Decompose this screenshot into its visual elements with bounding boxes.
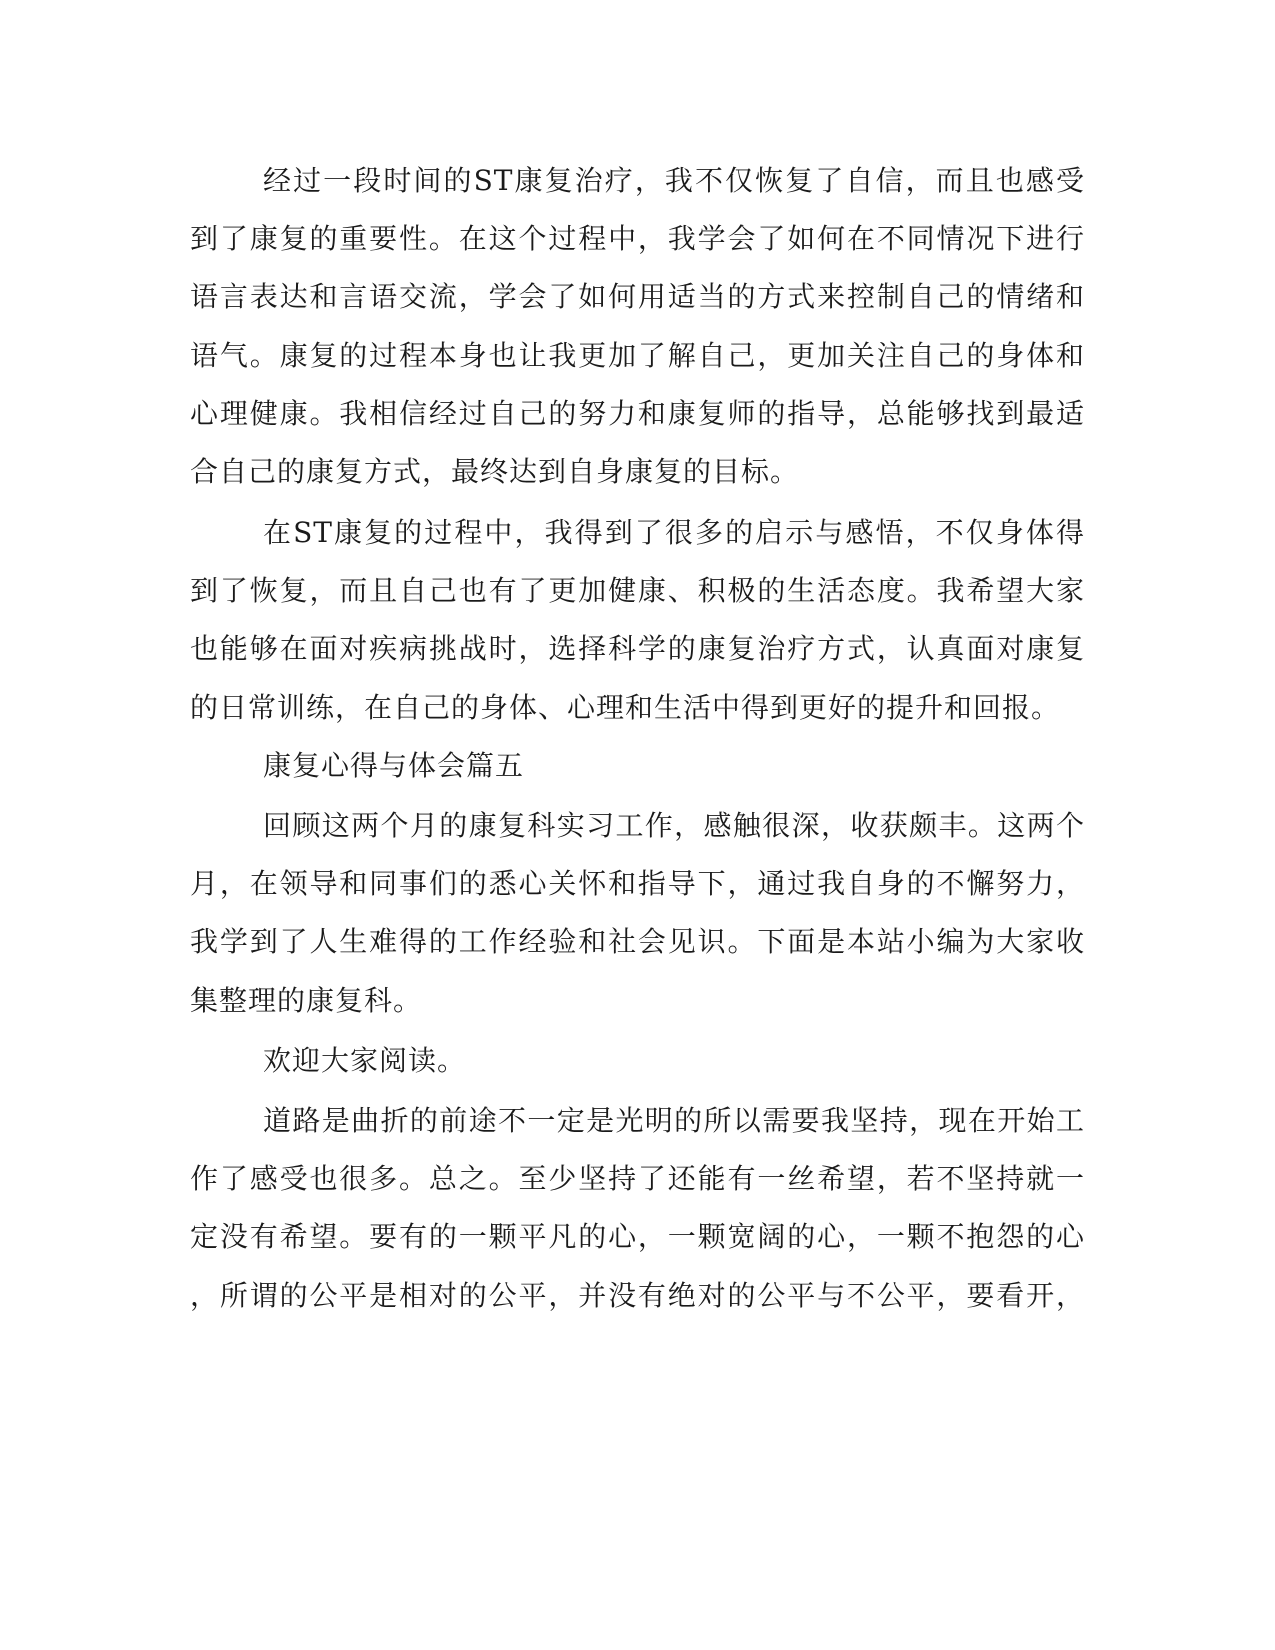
paragraph-2-line-1: 在ST康复的过程中，我得到了很多的启示与感悟，不仅身体得 bbox=[263, 516, 1085, 549]
paragraph-4-line-1: 欢迎大家阅读。 bbox=[263, 1044, 467, 1077]
paragraph-5-line-2: 作了感受也很多。总之。至少坚持了还能有一丝希望，若不坚持就一 bbox=[190, 1162, 1085, 1195]
paragraph-5-line-3: 定没有希望。要有的一颗平凡的心，一颗宽阔的心，一颗不抱怨的心 bbox=[190, 1220, 1085, 1253]
paragraph-2-line-2: 到了恢复，而且自己也有了更加健康、积极的生活态度。我希望大家 bbox=[190, 574, 1085, 607]
paragraph-3-line-4: 集整理的康复科。 bbox=[190, 984, 423, 1017]
paragraph-3-line-3: 我学到了人生难得的工作经验和社会见识。下面是本站小编为大家收 bbox=[190, 925, 1085, 958]
paragraph-1-line-5: 心理健康。我相信经过自己的努力和康复师的指导，总能够找到最适 bbox=[190, 397, 1085, 430]
paragraph-2-line-4: 的日常训练，在自己的身体、心理和生活中得到更好的提升和回报。 bbox=[190, 691, 1061, 724]
paragraph-3-line-2: 月，在领导和同事们的悉心关怀和指导下，通过我自身的不懈努力， bbox=[190, 867, 1085, 900]
paragraph-3-line-1: 回顾这两个月的康复科实习工作，感触很深，收获颇丰。这两个 bbox=[263, 809, 1085, 842]
paragraph-2-line-3: 也能够在面对疾病挑战时，选择科学的康复治疗方式，认真面对康复 bbox=[190, 632, 1085, 665]
section-heading: 康复心得与体会篇五 bbox=[263, 749, 525, 782]
paragraph-1-line-4: 语气。康复的过程本身也让我更加了解自己，更加关注自己的身体和 bbox=[190, 339, 1085, 372]
paragraph-5-line-1: 道路是曲折的前途不一定是光明的所以需要我坚持，现在开始工 bbox=[263, 1104, 1085, 1137]
paragraph-1-line-3: 语言表达和言语交流，学会了如何用适当的方式来控制自己的情绪和 bbox=[190, 280, 1085, 313]
paragraph-1-line-6: 合自己的康复方式，最终达到自身康复的目标。 bbox=[190, 455, 800, 488]
paragraph-1-line-2: 到了康复的重要性。在这个过程中，我学会了如何在不同情况下进行 bbox=[190, 222, 1085, 255]
paragraph-1-line-1: 经过一段时间的ST康复治疗，我不仅恢复了自信，而且也感受 bbox=[263, 164, 1085, 197]
paragraph-5-line-4: ，所谓的公平是相对的公平，并没有绝对的公平与不公平，要看开， bbox=[190, 1279, 1085, 1312]
